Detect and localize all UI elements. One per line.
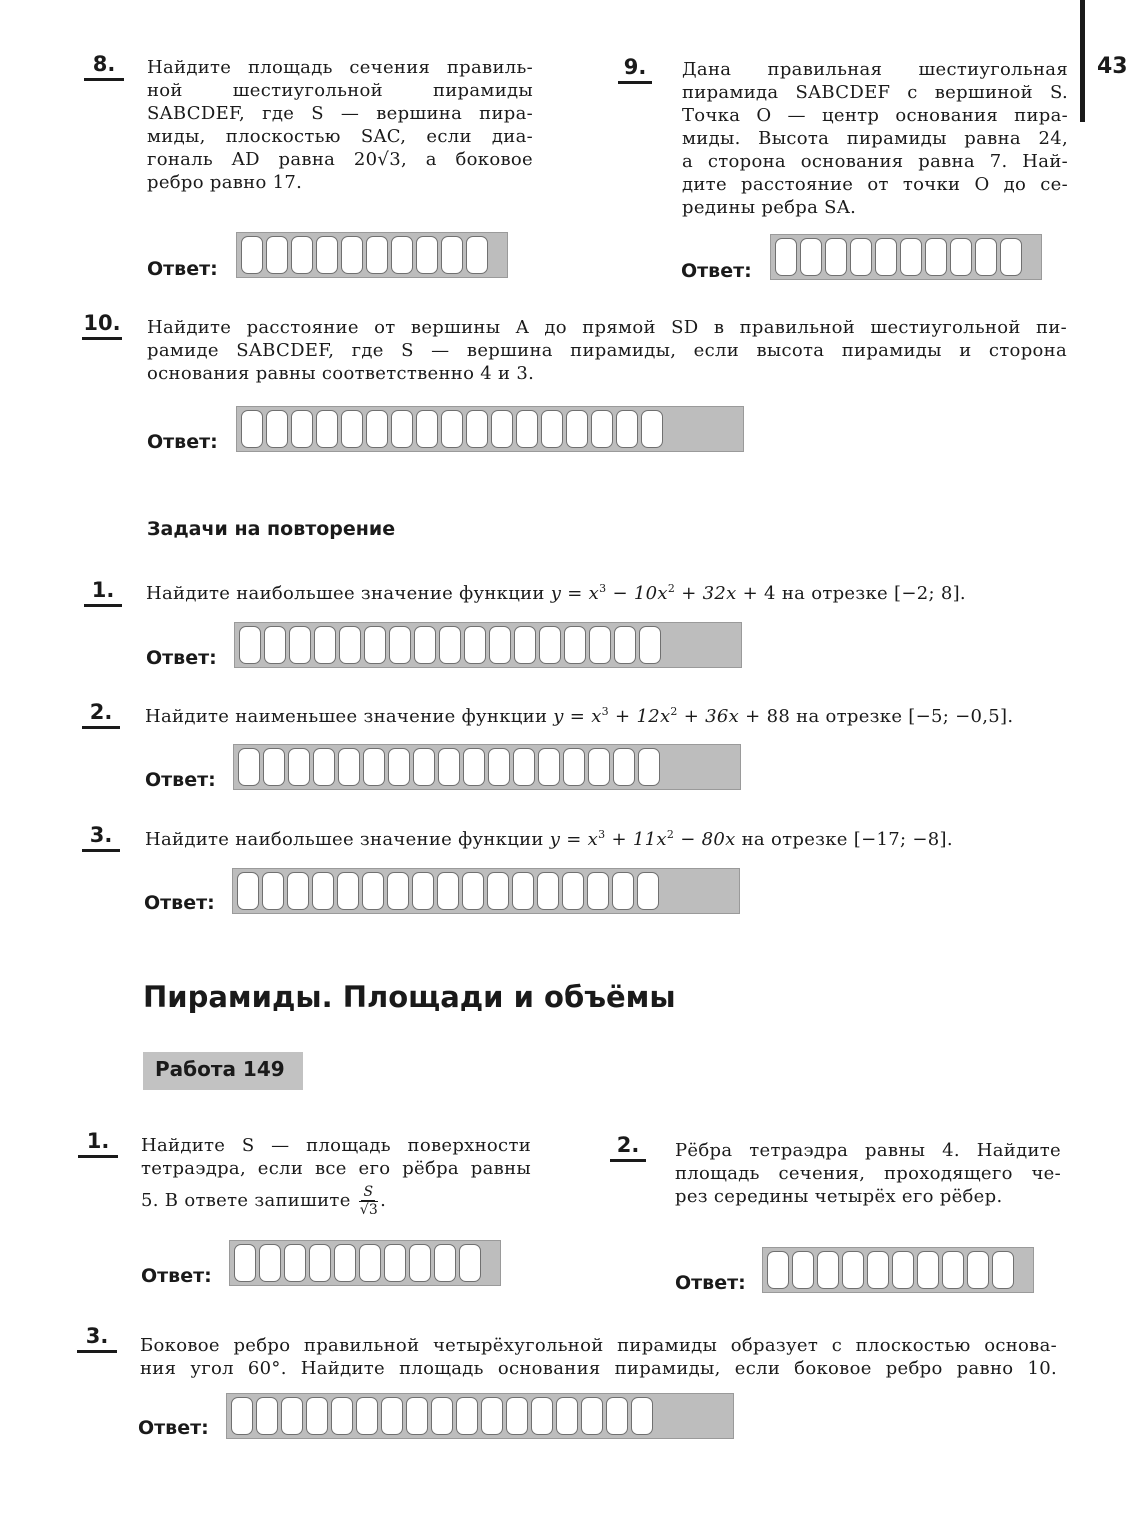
answer-cell[interactable] [616,410,638,448]
answer-cell[interactable] [842,1251,864,1289]
answer-cell[interactable] [364,626,386,664]
fn-term: 4 [764,583,776,604]
task-8-line: SABCDEF, где S — вершина пира- [147,103,533,124]
answer-cell[interactable] [316,236,338,274]
answer-cell[interactable] [309,1244,331,1282]
answer-cell[interactable] [875,238,897,276]
answer-cell[interactable] [641,410,663,448]
answer-field-8[interactable] [236,232,508,278]
answer-cell[interactable] [516,410,538,448]
fn-term: x [587,829,599,850]
answer-cell[interactable] [441,236,463,274]
answer-cell[interactable] [488,748,510,786]
answer-cell[interactable] [591,410,613,448]
fn-term: 88 [766,706,791,727]
answer-cell[interactable] [241,236,263,274]
task-10-line: основания равны соответственно 4 и 3. [147,363,535,384]
answer-label: Ответ: [675,1272,746,1294]
fn-term: 10x [633,583,668,604]
answer-cell[interactable] [800,238,822,276]
answer-cell[interactable] [431,1397,453,1435]
task-9-line: дите расстояние от точки O до се- [682,174,1068,195]
fn-op: − [680,829,696,850]
fn-y: y [550,583,562,604]
answer-field-10[interactable] [236,406,744,452]
section-task-number-1: 1. [78,1129,118,1158]
answer-cell[interactable] [416,410,438,448]
answer-cell[interactable] [564,626,586,664]
fn-eq: = [566,829,582,850]
fn-y: y [553,706,564,727]
answer-field-s2[interactable] [762,1247,1034,1293]
answer-cell[interactable] [531,1397,553,1435]
answer-cell[interactable] [339,626,361,664]
answer-cell[interactable] [491,410,513,448]
answer-cell[interactable] [381,1397,403,1435]
fn-op: + [742,583,759,604]
fraction-denominator: √3 [359,1202,379,1218]
answer-cell[interactable] [900,238,922,276]
fn-power: 2 [666,828,675,841]
answer-field-s1[interactable] [229,1240,501,1286]
task-8-line: Найдите площадь сечения правиль- [147,57,533,78]
answer-cell[interactable] [434,1244,456,1282]
review-task-2-prefix: Найдите наименьшее значение функции [145,706,548,727]
review-task-2-suffix: на отрезке [−5; −0,5]. [796,706,1014,727]
fn-power: 3 [601,705,609,718]
answer-cell[interactable] [917,1251,939,1289]
section-task-1-line: тетраэдра, если все его рёбра равны [141,1158,531,1179]
answer-cell[interactable] [288,748,310,786]
answer-cell[interactable] [466,410,488,448]
fn-term: x [591,706,602,727]
answer-label: Ответ: [144,892,215,914]
answer-field-r2[interactable] [233,744,741,790]
task-9-line: пирамида SABCDEF с вершиной S. [682,82,1068,103]
answer-cell[interactable] [541,410,563,448]
fn-term: 36x [705,706,740,727]
section-task-3-text [140,1334,1057,1380]
review-task-1-text [146,582,966,605]
answer-cell[interactable] [388,748,410,786]
answer-cell[interactable] [341,236,363,274]
answer-cell[interactable] [413,748,435,786]
section-title: Пирамиды. Площади и объёмы [143,980,676,1014]
answer-cell[interactable] [637,872,659,910]
answer-cell[interactable] [775,238,797,276]
answer-cell[interactable] [284,1244,306,1282]
task-8-line: ребро равно 17. [147,172,303,193]
answer-cell[interactable] [334,1244,356,1282]
answer-cell[interactable] [414,626,436,664]
answer-cell[interactable] [391,410,413,448]
task-9-line: редины ребра SA. [682,197,857,218]
fn-term: 11x [632,829,667,850]
section-task-2-text [675,1139,1061,1208]
answer-cell[interactable] [817,1251,839,1289]
task-10-text [147,316,1067,385]
fn-op: − [612,583,628,604]
answer-cell[interactable] [238,748,260,786]
answer-cell[interactable] [792,1251,814,1289]
answer-cell[interactable] [363,748,385,786]
review-task-number-2: 2. [82,700,120,729]
answer-label: Ответ: [681,260,752,282]
answer-cell[interactable] [639,626,661,664]
section-task-1-line: 5. В ответе запишите [141,1190,351,1211]
answer-cell[interactable] [462,872,484,910]
task-10-line: рамиде SABCDEF, где S — вершина пирамиды, если высота пирамиды и сторона [147,340,1067,361]
answer-cell[interactable] [387,872,409,910]
answer-cell[interactable] [950,238,972,276]
answer-cell[interactable] [366,236,388,274]
answer-cell[interactable] [464,626,486,664]
answer-cell[interactable] [237,872,259,910]
fn-term: 12x [636,706,671,727]
answer-cell[interactable] [406,1397,428,1435]
answer-cell[interactable] [587,872,609,910]
answer-cell[interactable] [439,626,461,664]
review-task-3-suffix: на отрезке [−17; −8]. [741,829,953,850]
answer-cell[interactable] [489,626,511,664]
answer-cell[interactable] [312,872,334,910]
answer-cell[interactable] [459,1244,481,1282]
answer-cell[interactable] [767,1251,789,1289]
answer-cell[interactable] [556,1397,578,1435]
task-number-9: 9. [618,55,652,84]
answer-cell[interactable] [341,410,363,448]
fn-power: 3 [598,828,606,841]
answer-label: Ответ: [145,769,216,791]
answer-cell[interactable] [975,238,997,276]
answer-cell[interactable] [409,1244,431,1282]
fn-power: 3 [599,582,607,595]
answer-cell[interactable] [437,872,459,910]
answer-cell[interactable] [566,410,588,448]
answer-label: Ответ: [147,258,218,280]
fn-term: 32x [702,583,737,604]
answer-cell[interactable] [631,1397,653,1435]
answer-cell[interactable] [256,1397,278,1435]
answer-field-r1[interactable] [234,622,742,668]
fraction-numerator: S [363,1184,374,1200]
answer-cell[interactable] [563,748,585,786]
answer-label: Ответ: [138,1417,209,1439]
answer-cell[interactable] [638,748,660,786]
answer-label: Ответ: [141,1265,212,1287]
section-task-1-text [141,1134,531,1218]
answer-cell[interactable] [316,410,338,448]
answer-cell[interactable] [867,1251,889,1289]
answer-cell[interactable] [314,626,336,664]
answer-cell[interactable] [512,872,534,910]
answer-cell[interactable] [416,236,438,274]
answer-cell[interactable] [613,748,635,786]
answer-cell[interactable] [942,1251,964,1289]
answer-cell[interactable] [513,748,535,786]
answer-cell[interactable] [438,748,460,786]
review-task-number-1: 1. [84,578,122,607]
answer-cell[interactable] [466,236,488,274]
answer-field-s3[interactable] [226,1393,734,1439]
answer-cell[interactable] [306,1397,328,1435]
fn-eq: = [569,706,586,727]
answer-cell[interactable] [925,238,947,276]
review-task-2-text [145,705,1013,728]
review-task-1-suffix: на отрезке [−2; 8]. [781,583,966,604]
page-number: 43 [1097,54,1128,79]
task-9-line: Точка O — центр основания пира- [682,105,1068,126]
answer-cell[interactable] [241,410,263,448]
fn-op: + [611,829,627,850]
answer-cell[interactable] [239,626,261,664]
answer-cell[interactable] [366,410,388,448]
fn-power: 2 [667,582,676,595]
section-task-2-line: Рёбра тетраэдра равны 4. Найдите [675,1140,1061,1161]
answer-cell[interactable] [589,626,611,664]
answer-cell[interactable] [391,236,413,274]
answer-cell[interactable] [581,1397,603,1435]
answer-cell[interactable] [562,872,584,910]
answer-cell[interactable] [614,626,636,664]
answer-cell[interactable] [456,1397,478,1435]
answer-cell[interactable] [412,872,434,910]
task-10-line: Найдите расстояние от вершины A до прямой SD в правильной шестиугольной пи- [147,317,1067,338]
answer-cell[interactable] [359,1244,381,1282]
fn-term: x [588,583,600,604]
section-task-1-line: Найдите S — площадь поверхности [141,1135,531,1156]
answer-cell[interactable] [266,410,288,448]
task-8-text [147,56,533,194]
fraction [359,1184,378,1218]
answer-cell[interactable] [1000,238,1022,276]
answer-label: Ответ: [146,647,217,669]
answer-cell[interactable] [463,748,485,786]
answer-cell[interactable] [266,236,288,274]
work-badge: Работа 149 [143,1052,303,1090]
fn-op: + [683,706,700,727]
answer-cell[interactable] [606,1397,628,1435]
answer-cell[interactable] [384,1244,406,1282]
review-task-1-prefix: Найдите наибольшее значение функции [146,583,545,604]
task-9-line: Дана правильная шестиугольная [682,59,1068,80]
fn-power: 2 [670,705,678,718]
answer-cell[interactable] [389,626,411,664]
fn-op: + [681,583,697,604]
answer-cell[interactable] [231,1397,253,1435]
section-task-3-line: ния угол 60°. Найдите площадь основания пирамиды, если боковое ребро равно 10. [140,1358,1057,1379]
answer-cell[interactable] [481,1397,503,1435]
task-number-8: 8. [84,52,124,81]
answer-cell[interactable] [263,748,285,786]
fn-eq: = [567,583,583,604]
task-8-line: ной шестиугольной пирамиды [147,80,533,101]
fn-op: + [615,706,631,727]
answer-cell[interactable] [539,626,561,664]
answer-cell[interactable] [967,1251,989,1289]
answer-cell[interactable] [487,872,509,910]
task-9-text [682,58,1068,219]
review-heading: Задачи на повторение [147,518,396,540]
answer-cell[interactable] [850,238,872,276]
answer-cell[interactable] [825,238,847,276]
answer-cell[interactable] [362,872,384,910]
answer-cell[interactable] [537,872,559,910]
answer-cell[interactable] [992,1251,1014,1289]
answer-cell[interactable] [441,410,463,448]
review-task-number-3: 3. [82,823,120,852]
review-task-3-text [145,828,953,851]
answer-cell[interactable] [259,1244,281,1282]
answer-cell[interactable] [331,1397,353,1435]
section-task-number-2: 2. [610,1133,646,1162]
answer-cell[interactable] [291,236,313,274]
task-number-10: 10. [82,311,122,340]
task-9-line: миды. Высота пирамиды равна 24, [682,128,1068,149]
section-task-3-line: Боковое ребро правильной четырёхугольной пирамиды образует с плоскостью основа- [140,1335,1057,1356]
answer-cell[interactable] [337,872,359,910]
answer-label: Ответ: [147,431,218,453]
fn-y: y [549,829,561,850]
fraction-tail: . [380,1190,387,1211]
answer-cell[interactable] [506,1397,528,1435]
answer-cell[interactable] [281,1397,303,1435]
fn-term: 80x [701,829,736,850]
answer-cell[interactable] [289,626,311,664]
section-task-1-line-3 [141,1184,531,1218]
task-8-line: миды, плоскостью SAC, если диа- [147,126,533,147]
section-task-2-line: площадь сечения, проходящего че- [675,1163,1061,1184]
answer-cell[interactable] [291,410,313,448]
review-task-3-prefix: Найдите наибольшее значение функции [145,829,544,850]
answer-cell[interactable] [287,872,309,910]
answer-cell[interactable] [538,748,560,786]
answer-cell[interactable] [262,872,284,910]
answer-cell[interactable] [892,1251,914,1289]
answer-field-9[interactable] [770,234,1042,280]
section-task-number-3: 3. [77,1324,117,1353]
task-9-line: а сторона основания равна 7. Най- [682,151,1068,172]
answer-cell[interactable] [338,748,360,786]
answer-cell[interactable] [264,626,286,664]
answer-cell[interactable] [313,748,335,786]
answer-cell[interactable] [612,872,634,910]
answer-cell[interactable] [356,1397,378,1435]
task-8-line: гональ AD равна 20√3, а боковое [147,149,533,170]
answer-field-r3[interactable] [232,868,740,914]
answer-cell[interactable] [234,1244,256,1282]
fn-op: + [745,706,761,727]
section-task-2-line: рез середины четырёх его рёбер. [675,1186,1003,1207]
page-edge-bar [1080,0,1085,122]
answer-cell[interactable] [588,748,610,786]
answer-cell[interactable] [514,626,536,664]
